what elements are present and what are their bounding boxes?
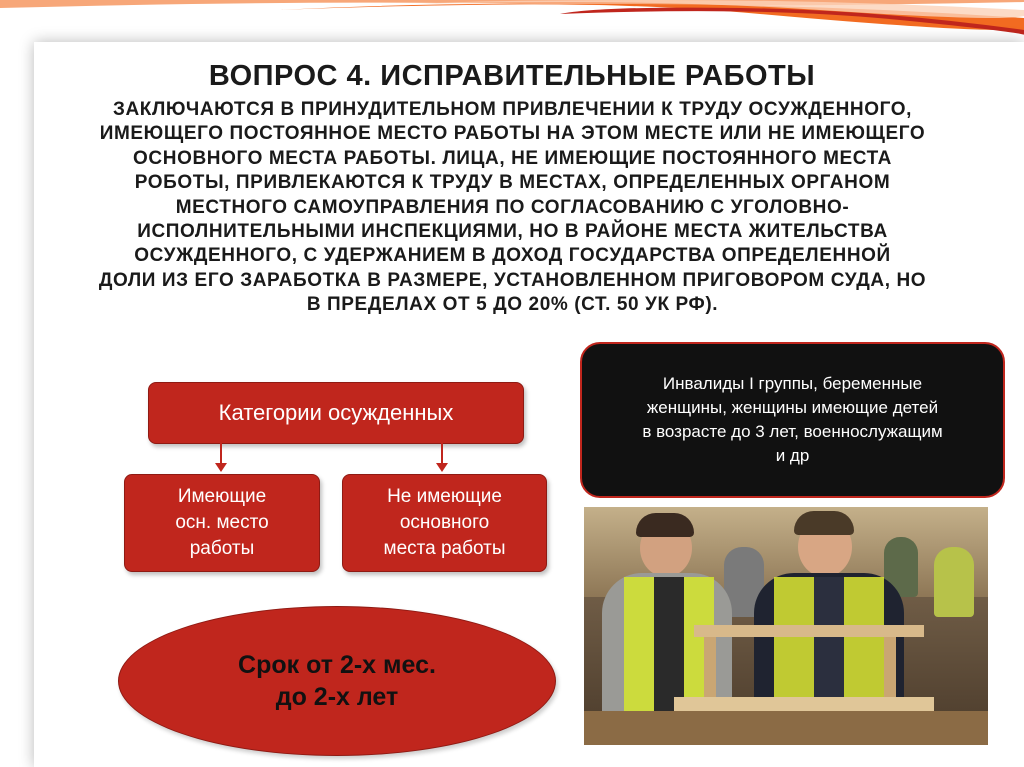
not-having-work-line: Не имеющие [387, 486, 502, 507]
not-having-work-line: места работы [383, 538, 506, 559]
body-line: ДОЛИ ИЗ ЕГО ЗАРАБОТКА В РАЗМЕРЕ, УСТАНОВЛЕННОМ ПРИГОВОРОМ СУДА, НО [98, 269, 927, 291]
categories-label: Категории осужденных [218, 400, 454, 425]
body-line: ИСПОЛНИТЕЛЬНЫМИ ИНСПЕКЦИЯМИ, НО В РАЙОНЕ МЕСТА ЖИТЕЛЬСТВА [137, 221, 888, 243]
term-ellipse [118, 606, 556, 756]
exceptions-box [580, 342, 1005, 498]
having-work-line: работы [189, 538, 255, 559]
not-having-work-box [342, 474, 547, 572]
term-line: Срок от 2-х мес. [238, 651, 436, 679]
body-line: В ПРЕДЕЛАХ ОТ 5 ДО 20% (СТ. 50 УК РФ). [306, 294, 719, 316]
term-line: до 2-х лет [275, 683, 399, 711]
body-line: МЕСТНОГО САМОУПРАВЛЕНИЯ ПО СОГЛАСОВАНИЮ С УГОЛОВНО- [175, 196, 850, 218]
decorative-swoosh [0, 0, 1024, 48]
having-work-box [124, 474, 320, 572]
slide-body-text [40, 98, 985, 318]
having-work-line: осн. место [175, 512, 269, 533]
arrow-down-icon [220, 443, 222, 465]
workshop-photo [584, 507, 988, 745]
not-having-work-line: основного [399, 512, 490, 533]
body-line: РОБОТЫ, ПРИВЛЕКАЮТСЯ К ТРУДУ В МЕСТАХ, ОПРЕДЕЛЕННЫХ ОРГАНОМ [134, 172, 891, 194]
exceptions-line: в возрасте до 3 лет, военнослужащим [642, 422, 943, 441]
arrow-down-icon [441, 443, 443, 465]
body-line: ИМЕЮЩЕГО ПОСТОЯННОЕ МЕСТО РАБОТЫ НА ЭТОМ МЕСТЕ ИЛИ НЕ ИМЕЮЩЕГО [99, 123, 926, 145]
slide-title: ВОПРОС 4. ИСПРАВИТЕЛЬНЫЕ РАБОТЫ [208, 60, 816, 92]
categories-box [148, 382, 524, 444]
body-line: ЗАКЛЮЧАЮТСЯ В ПРИНУДИТЕЛЬНОМ ПРИВЛЕЧЕНИИ К ТРУДУ ОСУЖДЕННОГО, [112, 99, 913, 120]
having-work-line: Имеющие [177, 486, 267, 507]
exceptions-line: и др [775, 446, 810, 465]
exceptions-line: Инвалиды I группы, беременные [662, 374, 923, 393]
exceptions-line: женщины, женщины имеющие детей [646, 398, 939, 417]
body-line: ОСУЖДЕННОГО, С УДЕРЖАНИЕМ В ДОХОД ГОСУДАРСТВА ОПРЕДЕЛЕННОЙ [134, 245, 891, 267]
body-line: ОСНОВНОГО МЕСТА РАБОТЫ. ЛИЦА, НЕ ИМЕЮЩИЕ ПОСТОЯННОГО МЕСТА [133, 147, 892, 169]
